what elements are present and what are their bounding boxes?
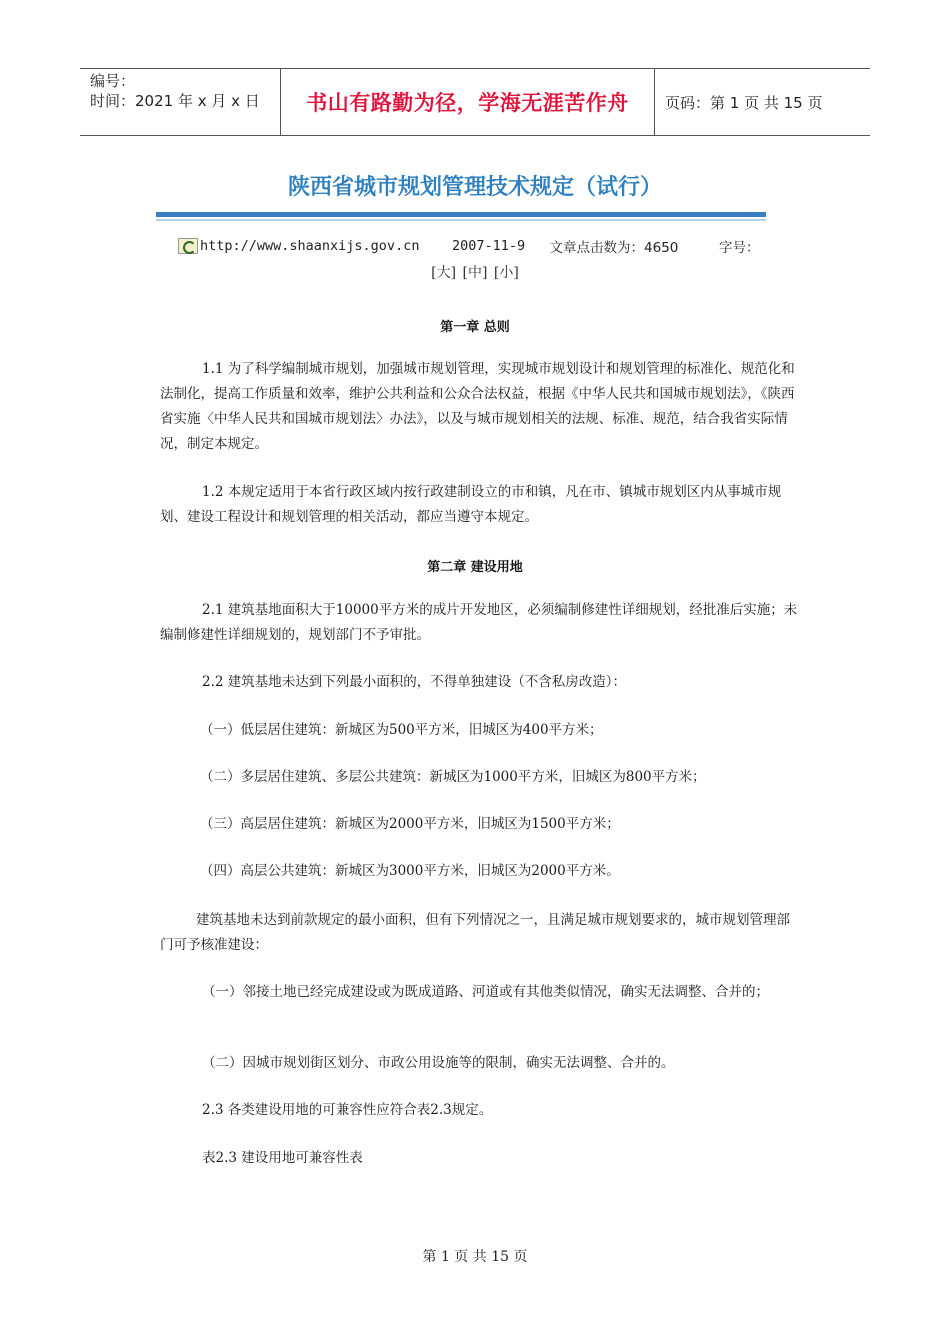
page-footer: 第 1 页 共 15 页 [422,1249,528,1265]
font-size-medium-link[interactable]: [中] [462,265,488,281]
paragraph-2-2-exceptions: 建筑基地未达到前款规定的最小面积，但有下列情况之一，且满足城市规划要求的，城市规划管理部门可予核准建设： [160,912,790,953]
header-page-label: 页码：第 1 页 共 15 页 [665,93,823,112]
paragraph-2-2: 2.2 建筑基地未达到下列最小面积的，不得单独建设（不含私房改造）： [202,674,627,690]
article-meta [178,236,760,256]
document-title: 陕西省城市规划管理技术规定（试行） [287,175,662,200]
font-size-options [0,262,950,282]
exception-item-2: （二）因城市规划街区划分、市政公用设施等的限制，确实无法调整、合并的。 [202,1055,675,1071]
header-info [80,69,280,135]
paragraph-1-1: 1.1 为了科学编制城市规划，加强城市规划管理，实现城市规划设计和规划管理的标准化、规范化和法制化，提高工作质量和效率，维护公共利益和公众合法权益，根据《中华人民共和国城市规划法》，《陕西省实施〈中华人民共和国城市规划法〉办法》，以及与城市规划相关的法规、标准、规范，结合我省实际情况，制定本规定。 [160,361,795,452]
list-item-4: （四）高层公共建筑：新城区为3000平方米，旧城区为2000平方米。 [200,863,620,879]
exception-item-1: （一）邻接土地已经完成建设或为既成道路、河道或有其他类似情况，确实无法调整、合并的； [202,984,769,1000]
motto: 书山有路勤为径，学海无涯苦作舟 [280,69,655,135]
font-size-label: 字号： [719,240,760,256]
table-caption: 表2.3 建设用地可兼容性表 [202,1150,363,1166]
number-label: 编号： [90,72,136,90]
source-url[interactable]: http://www.shaanxijs.gov.cn [200,238,420,254]
refresh-icon[interactable] [178,238,198,254]
list-item-1: （一）低层居住建筑：新城区为500平方米，旧城区为400平方米； [200,722,603,738]
paragraph-2-3: 2.3 各类建设用地的可兼容性应符合表2.3规定。 [202,1102,493,1118]
title-rule [156,212,766,217]
font-size-small-link[interactable]: [小] [493,265,519,281]
list-item-3: （三）高层居住建筑：新城区为2000平方米，旧城区为1500平方米； [200,816,620,832]
publish-date: 2007-11-9 [451,238,526,254]
title-rule-light [156,219,766,221]
list-item-2: （二）多层居住建筑、多层公共建筑：新城区为1000平方米，旧城区为800平方米； [200,769,706,785]
chapter-1-heading: 第一章 总则 [440,320,510,335]
paragraph-2-1: 2.1 建筑基地面积大于10000平方米的成片开发地区，必须编制修建性详细规划，经批准后实施；未编制修建性详细规划的，规划部门不予审批。 [160,602,798,643]
chapter-2-heading: 第二章 建设用地 [427,560,523,575]
paragraph-1-2: 1.2 本规定适用于本省行政区域内按行政建制设立的市和镇，凡在市、镇城市规划区内从事城市规划、建设工程设计和规划管理的相关活动，都应当遵守本规定。 [160,484,782,525]
hit-count: 文章点击数为：4650 [549,240,679,256]
page-header [80,68,870,136]
font-size-large-link[interactable]: [大] [431,265,457,281]
time-label: 时间：2021 年 x 月 x 日 [90,92,260,110]
